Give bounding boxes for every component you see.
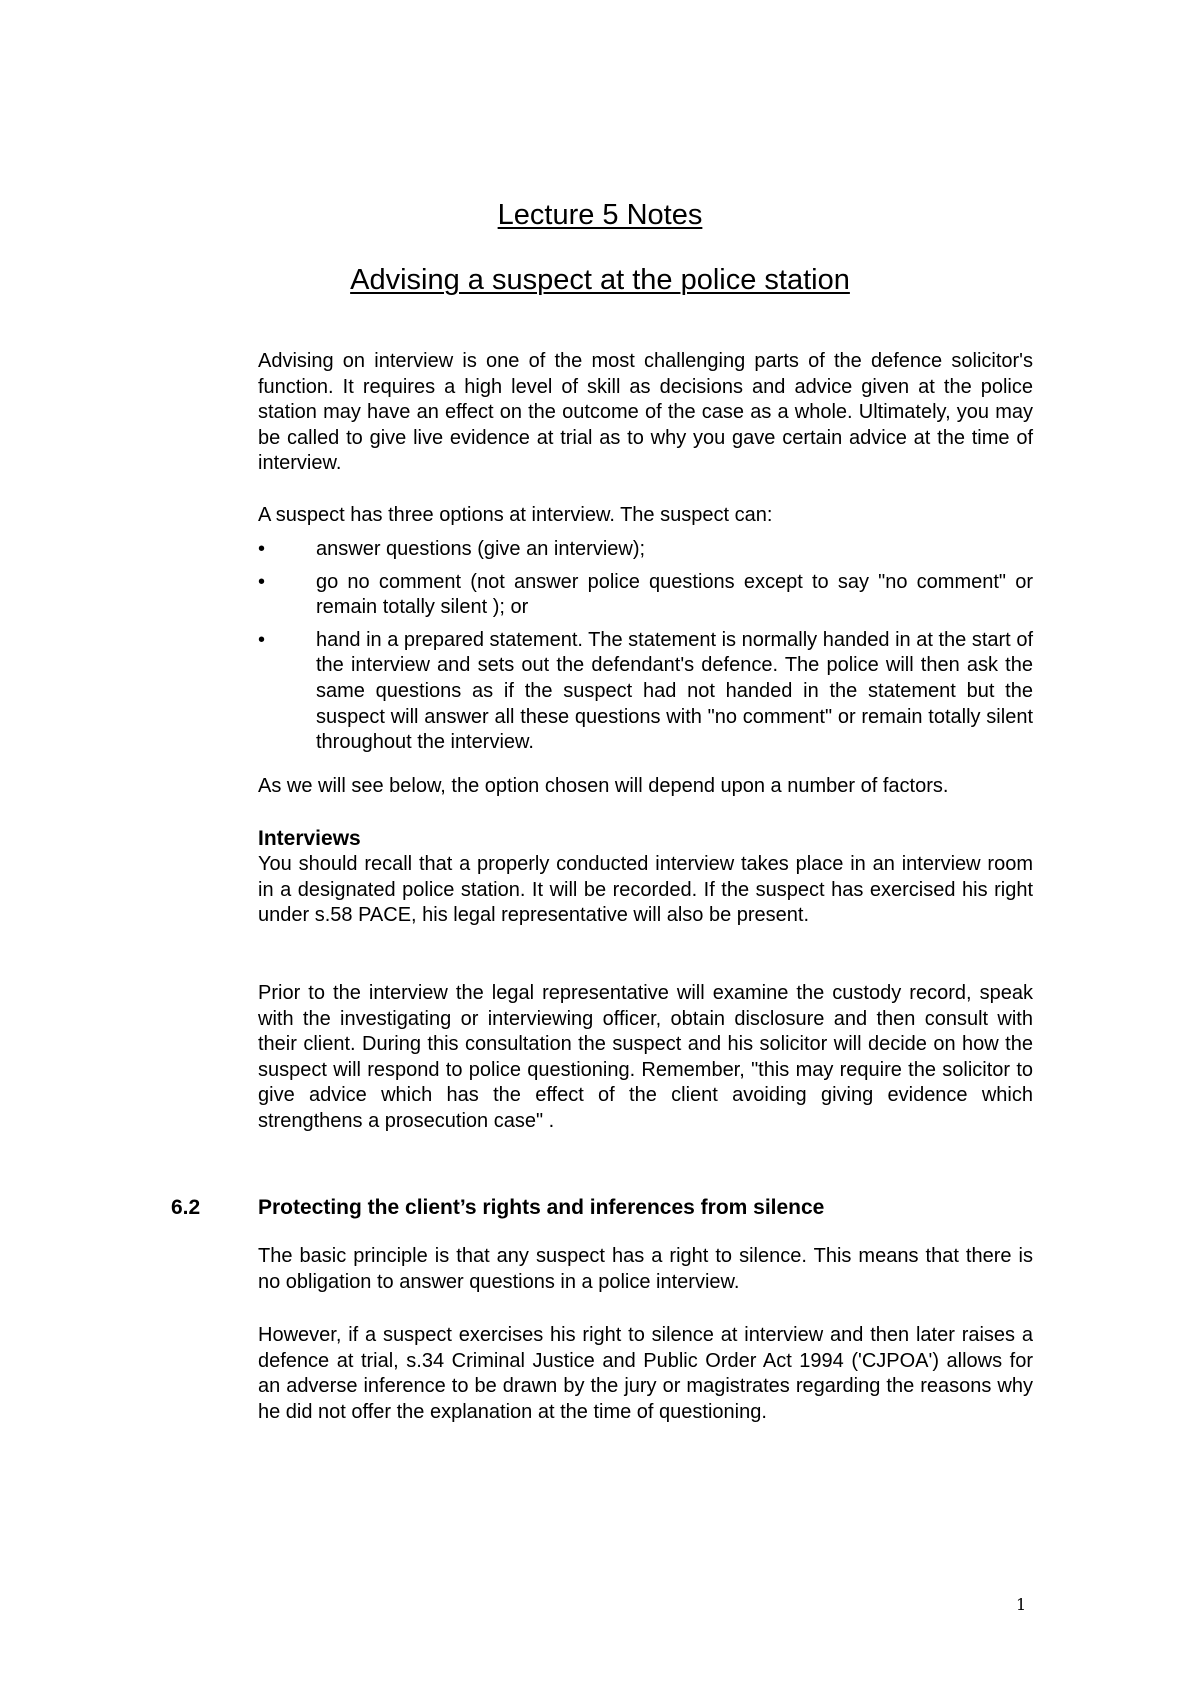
- interviews-paragraph-1: You should recall that a properly conducted interview takes place in an interview room in a designated police station. It will be recorded. If the suspect has exercised his right under s.58 PACE, his legal representative will also be present.: [258, 853, 1033, 927]
- intro-paragraph: Advising on interview is one of the most challenging parts of the defence solicitor's function. It requires a high level of skill as decisions and advice given at the police station may have an effect on the outcome of the case as a whole. Ultimately, you may be called to give live evidence at trial as to why you gave certain advice at the time of interview.: [258, 350, 1033, 475]
- section-title: Protecting the client’s rights and inferences from silence: [258, 1196, 825, 1219]
- intro-section: [258, 349, 1033, 477]
- interviews-section: [258, 826, 1033, 929]
- section-paragraph-block-1: [258, 1244, 1033, 1295]
- interviews-paragraph-2: Prior to the interview the legal representative will examine the custody record, speak with the investigating or interviewing officer, obtain disclosure and then consult with their client. During this consultation the suspect and his solicitor will decide on how the suspect will respond to police questioning. Remember, "this may require the solicitor to give advice which has the effect of the client avoiding giving evidence which strengthens a prosecution case" .: [258, 982, 1033, 1132]
- document-title: Lecture 5 Notes: [497, 199, 703, 231]
- section-paragraph-block-2: [258, 1323, 1033, 1425]
- document-subtitle: Advising a suspect at the police station: [350, 264, 850, 296]
- list-item: [258, 537, 1033, 563]
- page-number: 1: [1016, 1595, 1027, 1614]
- options-close-block: [258, 774, 1033, 800]
- bullet-icon: •: [258, 570, 266, 593]
- section-paragraph-1: The basic principle is that any suspect has a right to silence. This means that there is no obligation to answer questions in a police interview.: [258, 1245, 1033, 1293]
- list-item: [258, 628, 1033, 756]
- option-text: hand in a prepared statement. The statement is normally handed in at the start of the interview and sets out the defendant's defence. The police will then ask the same questions as if the suspect had not handed in the statement but the suspect will answer all these questions with "no comment" or remain totally silent throughout the interview.: [316, 628, 1033, 754]
- options-lead-block: [258, 503, 1033, 529]
- list-item: [258, 570, 1033, 621]
- interviews-heading: Interviews: [258, 827, 361, 850]
- bullet-icon: •: [258, 538, 266, 560]
- options-list: [258, 537, 1033, 756]
- option-text: go no comment (not answer police questions except to say "no comment" or remain totally silent ); or: [316, 570, 1033, 619]
- options-close: As we will see below, the option chosen will depend upon a number of factors.: [258, 775, 949, 797]
- section-number: 6.2: [171, 1196, 201, 1219]
- section-paragraph-2: However, if a suspect exercises his right to silence at interview and then later raises a defence at trial, s.34 Criminal Justice and Public Order Act 1994 ('CJPOA') allows for an adverse inference to be drawn by the jury or magistrates regarding the reasons why he did not offer the explanation at the time of questioning.: [258, 1324, 1033, 1423]
- interviews-section-continued: [258, 981, 1033, 1135]
- options-lead: A suspect has three options at interview. The suspect can:: [258, 504, 773, 526]
- bullet-icon: •: [258, 628, 266, 651]
- option-text: answer questions (give an interview);: [316, 538, 646, 560]
